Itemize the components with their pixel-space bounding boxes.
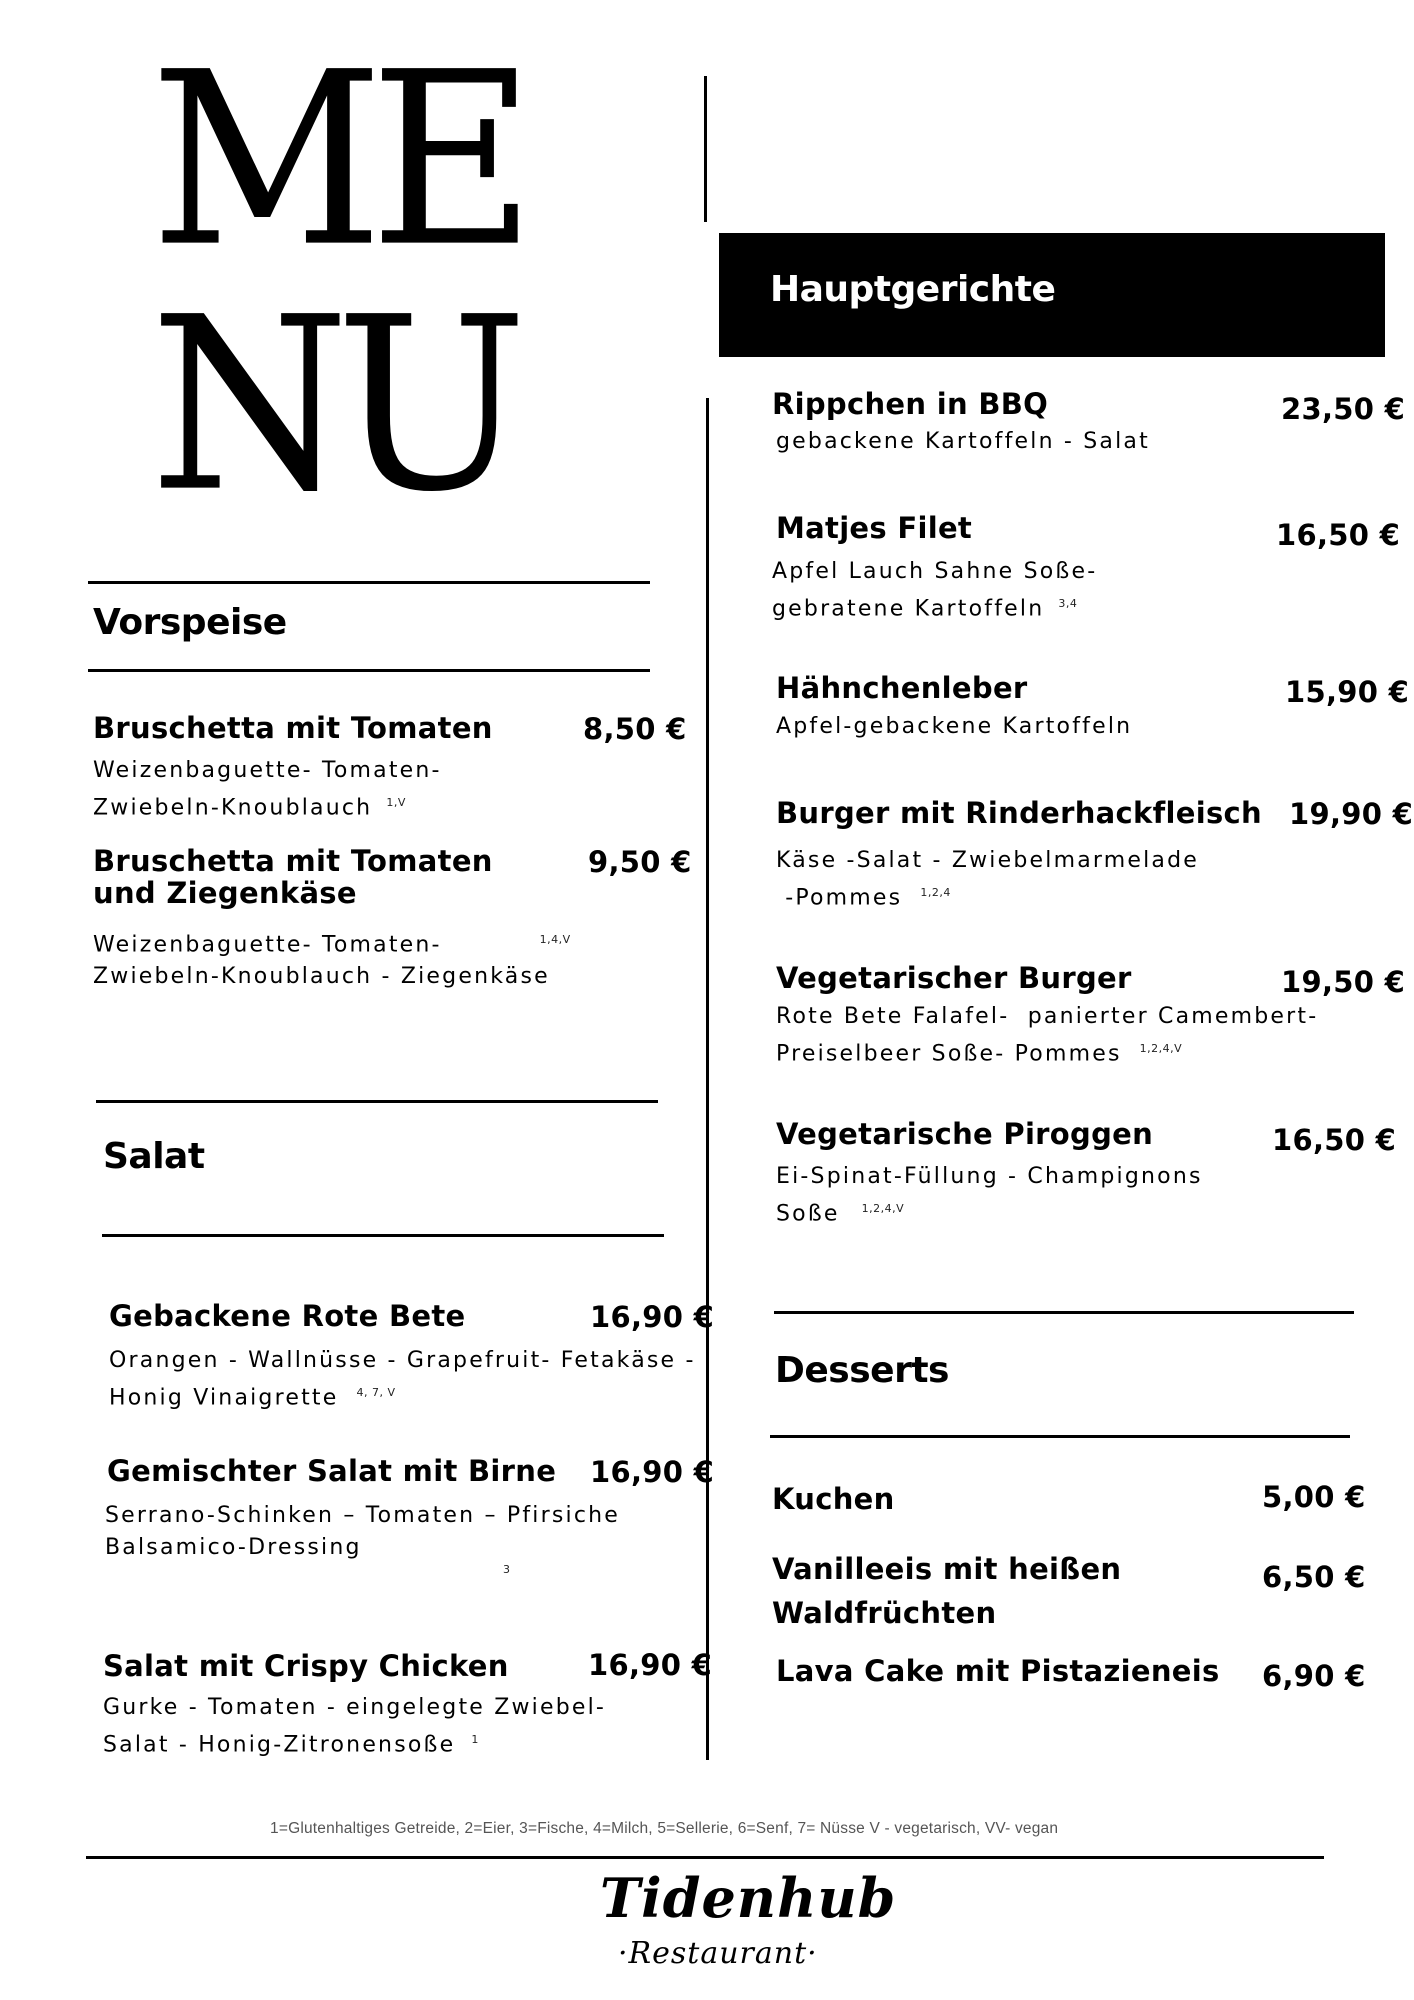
salat-rule-bottom xyxy=(102,1234,664,1237)
item-name-line2: und Ziegenkäse xyxy=(93,876,357,911)
item-name: Bruschetta mit Tomaten xyxy=(93,844,493,878)
item-name-line2: Waldfrüchten xyxy=(772,1596,997,1630)
item-name: Vanilleeis mit heißen xyxy=(772,1552,1122,1586)
item-price: 19,50 € xyxy=(1281,965,1406,999)
item-desc-line: Preiselbeer Soße- Pommes $^{1,2,4,V}$ xyxy=(776,1041,1183,1067)
desserts-rule-bottom xyxy=(770,1435,1350,1438)
item-price: 9,50 € xyxy=(588,845,692,879)
allergen-code: 1,2,4,V xyxy=(1139,1042,1183,1055)
item-description xyxy=(93,755,442,824)
item-price: 16,90 € xyxy=(590,1455,715,1489)
center-vertical-divider xyxy=(706,398,709,1760)
menu-item xyxy=(93,712,493,744)
menu-title-line1: ME xyxy=(150,20,522,300)
item-desc-line: Apfel Lauch Sahne Soße- xyxy=(772,559,1098,584)
item-price: 8,50 € xyxy=(583,712,687,746)
allergen-code: 1 xyxy=(471,1733,479,1746)
menu-item xyxy=(93,845,493,910)
section-title-desserts: Desserts xyxy=(775,1350,949,1391)
allergen-code: 1,V xyxy=(386,796,406,809)
section-title-hauptgerichte: Hauptgerichte xyxy=(770,269,1056,310)
item-price: 19,90 € xyxy=(1289,797,1414,831)
item-desc-line: Balsamico-Dressing xyxy=(105,1535,362,1560)
item-name: Vegetarischer Burger xyxy=(776,961,1132,995)
item-desc-line: Weizenbaguette- Tomaten- xyxy=(93,758,442,783)
item-price: 16,90 € xyxy=(590,1300,715,1334)
item-desc-line: gebackene Kartoffeln - Salat xyxy=(776,429,1150,454)
item-name: Matjes Filet xyxy=(776,511,973,545)
item-description xyxy=(103,1692,606,1761)
item-desc-line: Zwiebeln-Knoublauch $^{1,V}$ xyxy=(93,795,406,821)
item-price: 23,50 € xyxy=(1281,392,1406,426)
item-desc-line: Weizenbaguette- Tomaten- $^{1,4,V}$ xyxy=(93,932,571,958)
brand-logo-name: Tidenhub xyxy=(600,1866,897,1930)
item-desc-line: Apfel-gebackene Kartoffeln xyxy=(776,714,1133,739)
item-desc-line: Serrano-Schinken – Tomaten – Pfirsiche xyxy=(105,1503,620,1528)
item-price: 6,90 € xyxy=(1262,1659,1366,1693)
item-name: Kuchen xyxy=(772,1482,895,1516)
item-desc-line: -Pommes $^{1,2,4}$ xyxy=(776,885,951,911)
item-desc-line: gebratene Kartoffeln $^{3,4}$ xyxy=(772,596,1078,622)
item-name: Burger mit Rinderhackfleisch xyxy=(776,796,1262,830)
item-description xyxy=(776,845,1199,914)
item-name: Gemischter Salat mit Birne xyxy=(107,1454,557,1488)
allergen-code: 3 xyxy=(503,1563,511,1576)
item-description xyxy=(776,711,1132,743)
item-desc-line: Käse -Salat - Zwiebelmarmelade xyxy=(776,848,1199,873)
item-name: Bruschetta mit Tomaten xyxy=(93,711,493,745)
salat-rule-top xyxy=(96,1100,658,1103)
allergen-code: 1,2,4,V xyxy=(861,1202,905,1215)
section-title-salat: Salat xyxy=(103,1136,205,1177)
item-price: 16,50 € xyxy=(1272,1123,1397,1157)
menu-item xyxy=(772,1547,1121,1635)
item-desc-line: Ei-Spinat-Füllung - Champignons xyxy=(776,1164,1203,1189)
item-description xyxy=(776,426,1150,458)
item-name: Salat mit Crispy Chicken xyxy=(103,1649,509,1683)
menu-title-line2: NU xyxy=(150,265,514,545)
item-price: 6,50 € xyxy=(1262,1560,1366,1594)
desserts-rule-top xyxy=(774,1311,1354,1314)
item-description xyxy=(93,924,571,993)
item-name: Gebackene Rote Bete xyxy=(109,1299,466,1333)
allergen-code: 1,4,V xyxy=(539,933,571,946)
allergen-code: 3,4 xyxy=(1058,597,1078,610)
item-desc-line: Gurke - Tomaten - eingelegte Zwiebel- xyxy=(103,1695,607,1720)
item-description xyxy=(776,1161,1203,1230)
section-title-vorspeise: Vorspeise xyxy=(93,602,287,643)
item-desc-line: Orangen - Wallnüsse - Grapefruit- Fetakäse - xyxy=(109,1348,696,1373)
item-name: Lava Cake mit Pistazieneis xyxy=(776,1654,1220,1688)
item-desc-line: Honig Vinaigrette $^{4, 7, V}$ xyxy=(109,1385,396,1411)
item-desc-line: Rote Bete Falafel- panierter Camembert- xyxy=(776,1004,1319,1029)
item-description xyxy=(776,1001,1318,1070)
item-description xyxy=(105,1500,620,1564)
item-desc-line: Soße $^{1,2,4,V}$ xyxy=(776,1201,905,1227)
allergen-code: 4, 7, V xyxy=(356,1386,396,1399)
item-price: 16,50 € xyxy=(1276,518,1401,552)
vorspeise-rule-top xyxy=(88,581,650,584)
item-price: 15,90 € xyxy=(1285,675,1410,709)
allergen-footnote: 1=Glutenhaltiges Getreide, 2=Eier, 3=Fische, 4=Milch, 5=Sellerie, 6=Senf, 7= Nüsse V - vegetarisch, VV- vegan xyxy=(270,1820,1059,1837)
item-desc-line: Zwiebeln-Knoublauch - Ziegenkäse xyxy=(93,964,550,990)
item-name: Hähnchenleber xyxy=(776,671,1028,705)
item-price: 16,90 € xyxy=(588,1648,713,1682)
item-desc-line: Salat - Honig-Zitronensoße $^1$ xyxy=(103,1732,479,1758)
item-name: Rippchen in BBQ xyxy=(772,387,1049,421)
vorspeise-rule-bottom xyxy=(88,669,650,672)
brand-logo-subtitle: ·Restaurant· xyxy=(618,1936,818,1971)
footer-rule xyxy=(86,1856,1324,1859)
top-vertical-divider xyxy=(704,76,707,222)
item-description xyxy=(772,556,1097,625)
item-price: 5,00 € xyxy=(1262,1480,1366,1514)
allergen-code: 1,2,4 xyxy=(920,886,951,899)
item-description xyxy=(109,1345,696,1414)
item-name: Vegetarische Piroggen xyxy=(776,1117,1154,1151)
